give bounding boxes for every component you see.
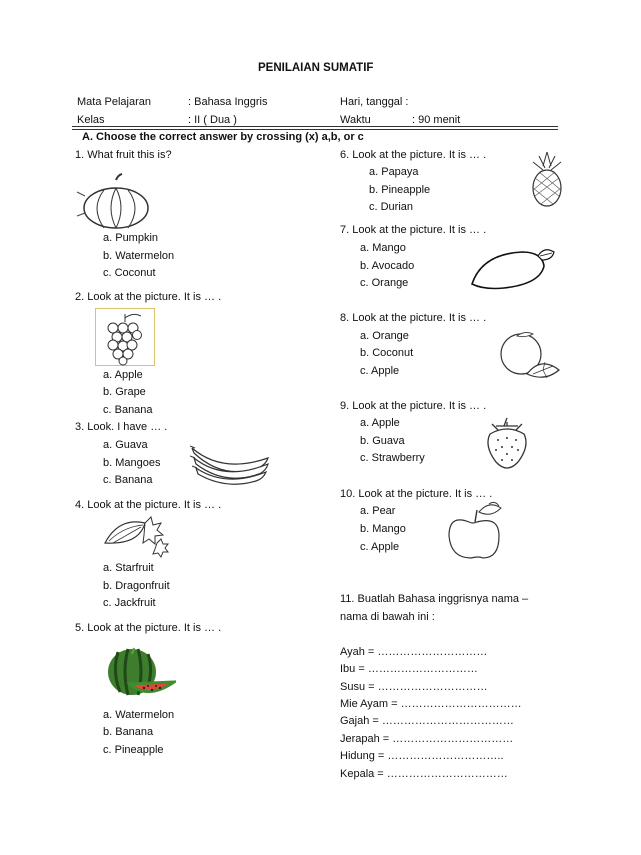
q3-option-a[interactable]: a. Guava <box>103 439 148 451</box>
header-divider-2 <box>72 129 558 130</box>
q8-option-b[interactable]: b. Coconut <box>360 347 414 359</box>
q4-option-b[interactable]: b. Dragonfruit <box>103 580 170 592</box>
time-label: Waktu <box>340 114 371 126</box>
q6-option-b[interactable]: b. Pineapple <box>369 184 431 196</box>
q5-option-a[interactable]: a. Watermelon <box>103 709 175 721</box>
q2-option-b[interactable]: b. Grape <box>103 386 146 398</box>
page-title: PENILAIAN SUMATIF <box>258 62 374 74</box>
question-1: 1. What fruit this is? <box>75 149 172 161</box>
question-8: 8. Look at the picture. It is … . <box>340 312 487 324</box>
q2-option-c[interactable]: c. Banana <box>103 404 153 416</box>
section-a-heading: A. Choose the correct answer by crossing (x) a,b, or c <box>82 131 364 143</box>
subject-label: Mata Pelajaran <box>77 96 151 108</box>
q8-option-a[interactable]: a. Orange <box>360 330 409 342</box>
q4-option-c[interactable]: c. Jackfruit <box>103 597 156 609</box>
q9-option-a[interactable]: a. Apple <box>360 417 400 429</box>
time-value: : 90 menit <box>412 114 461 126</box>
q9-option-c[interactable]: c. Strawberry <box>360 452 425 464</box>
question-6: 6. Look at the picture. It is … . <box>340 149 487 161</box>
q6-option-a[interactable]: a. Papaya <box>369 166 419 178</box>
subject-value: : Bahasa Inggris <box>188 96 268 108</box>
fill-kepala[interactable]: Kepala = …………………………… <box>340 768 508 780</box>
q8-option-c[interactable]: c. Apple <box>360 365 400 377</box>
q5-option-b[interactable]: b. Banana <box>103 726 154 738</box>
fill-ayah[interactable]: Ayah = ………………………… <box>340 646 488 658</box>
fill-ibu[interactable]: Ibu = ………………………… <box>340 663 478 675</box>
banana-icon <box>190 440 272 486</box>
pineapple-icon <box>527 150 567 208</box>
watermelon-icon <box>104 646 176 700</box>
q2-option-a[interactable]: a. Apple <box>103 369 143 381</box>
header-divider <box>72 126 558 127</box>
class-label: Kelas <box>77 114 105 126</box>
q7-option-a[interactable]: a. Mango <box>360 242 406 254</box>
q7-option-b[interactable]: b. Avocado <box>360 260 415 272</box>
q1-option-c[interactable]: c. Coconut <box>103 267 156 279</box>
q4-option-a[interactable]: a. Starfruit <box>103 562 154 574</box>
q10-option-a[interactable]: a. Pear <box>360 505 396 517</box>
apple-icon <box>445 500 511 562</box>
q1-option-b[interactable]: b. Watermelon <box>103 250 175 262</box>
q7-option-c[interactable]: c. Orange <box>360 277 409 289</box>
q9-option-b[interactable]: b. Guava <box>360 435 405 447</box>
fill-gajah[interactable]: Gajah = ……………………………… <box>340 715 514 727</box>
question-2: 2. Look at the picture. It is … . <box>75 291 222 303</box>
mango-icon <box>468 244 558 292</box>
orange-icon <box>497 330 561 382</box>
q10-option-b[interactable]: b. Mango <box>360 523 406 535</box>
question-3: 3. Look. I have … . <box>75 421 168 433</box>
q6-option-c[interactable]: c. Durian <box>369 201 414 213</box>
q3-option-c[interactable]: c. Banana <box>103 474 153 486</box>
question-9: 9. Look at the picture. It is … . <box>340 400 487 412</box>
fill-susu[interactable]: Susu = ………………………… <box>340 681 488 693</box>
grape-icon <box>95 308 155 366</box>
fill-mie-ayam[interactable]: Mie Ayam = …………………………… <box>340 698 522 710</box>
question-10: 10. Look at the picture. It is … . <box>340 488 493 500</box>
strawberry-icon <box>482 414 532 474</box>
q3-option-b[interactable]: b. Mangoes <box>103 457 161 469</box>
fill-jerapah[interactable]: Jerapah = …………………………… <box>340 733 514 745</box>
question-11-line2: nama di bawah ini : <box>340 611 435 623</box>
starfruit-icon <box>101 513 175 559</box>
question-4: 4. Look at the picture. It is … . <box>75 499 222 511</box>
q10-option-c[interactable]: c. Apple <box>360 541 400 553</box>
question-5: 5. Look at the picture. It is … . <box>75 622 222 634</box>
fill-hidung[interactable]: Hidung = ………………………….. <box>340 750 504 762</box>
question-7: 7. Look at the picture. It is … . <box>340 224 487 236</box>
q5-option-c[interactable]: c. Pineapple <box>103 744 164 756</box>
pumpkin-icon <box>76 172 156 232</box>
question-11-line1: 11. Buatlah Bahasa inggrisnya nama – <box>340 593 529 605</box>
class-value: : II ( Dua ) <box>188 114 237 126</box>
q1-option-a[interactable]: a. Pumpkin <box>103 232 159 244</box>
day-label: Hari, tanggal : <box>340 96 409 108</box>
